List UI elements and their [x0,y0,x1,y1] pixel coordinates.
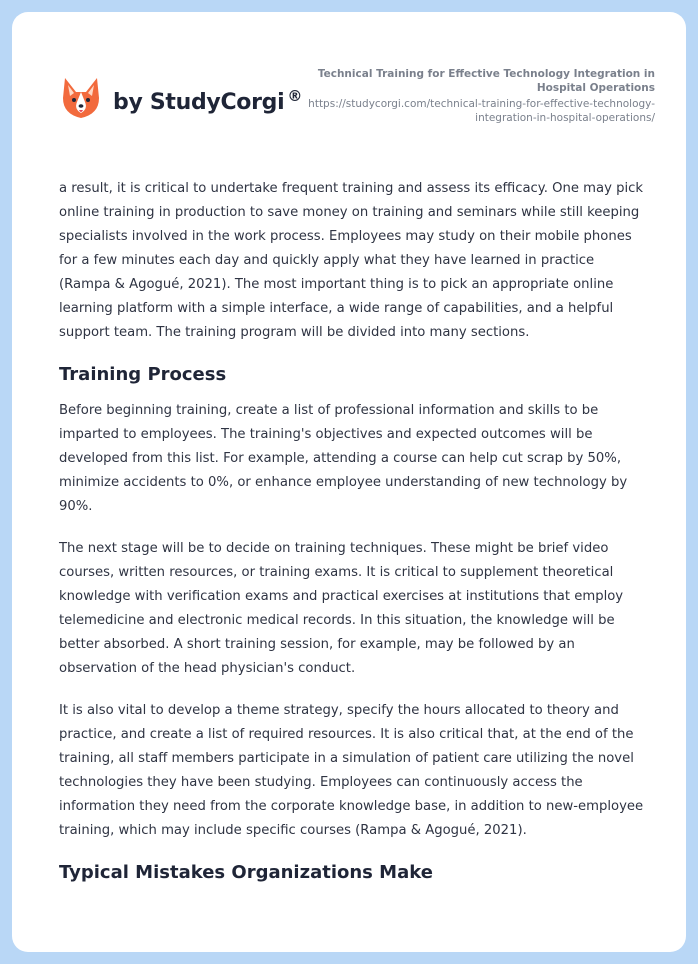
document-title: Technical Training for Effective Technology Integration in Hospital Operations [317,68,655,94]
paragraph-training-3: It is also vital to develop a theme strategy, specify the hours allocated to theory and practice, and create a list of required resources. It is also critical that, at the end of the training, all staff members participate in a simulation of patient care utilizing the novel technologies they have been studying. Employees can continuously access the information they need from the corporate knowledge base, in addition to new-employee training, which may include specific courses (Rampa & Agogué, 2021). [59,703,644,838]
document-url[interactable]: https://studycorgi.com/technical-training-for-effective-technology-integration-in-hospital-operations/ [308,98,655,124]
intro-paragraph: a result, it is critical to undertake frequent training and assess its efficacy. One may pick online training in production to save money on training and seminars while still keeping specialists involved in the work process. Employees may study on their mobile phones for a few minutes each day and quickly apply what they have learned in practice (Rampa & Agogué, 2021). The most important thing is to pick an appropriate online learning platform with a simple interface, a wide range of capabilities, and a helpful support team. The training program will be divided into many sections. [59,181,643,340]
section-heading-typical-mistakes: Typical Mistakes Organizations Make [59,862,433,883]
studycorgi-logo[interactable] [61,76,302,120]
document-meta [295,67,655,125]
section-heading-training-process: Training Process [59,364,227,385]
article-body [59,177,649,897]
corgi-head-icon [61,76,101,120]
document-page [12,12,686,952]
paragraph-training-1: Before beginning training, create a list of professional information and skills to be imparted to employees. The training's objectives and expected outcomes will be developed from this list. For example, attending a course can help cut scrap by 50%, minimize accidents to 0%, or enhance employee understanding of new technology by 90%. [59,403,628,514]
paragraph-training-2: The next stage will be to decide on training techniques. These might be brief video courses, written resources, or training exams. It is critical to supplement theoretical knowledge with verification exams and practical exercises at institutions that employ telemedicine and electronic medical records. In this situation, the knowledge will be better absorbed. A short training session, for example, may be followed by an observation of the head physician's conduct. [59,541,624,676]
registered-mark: ® [287,87,303,105]
brand-name: by StudyCorgi ® [113,87,303,115]
